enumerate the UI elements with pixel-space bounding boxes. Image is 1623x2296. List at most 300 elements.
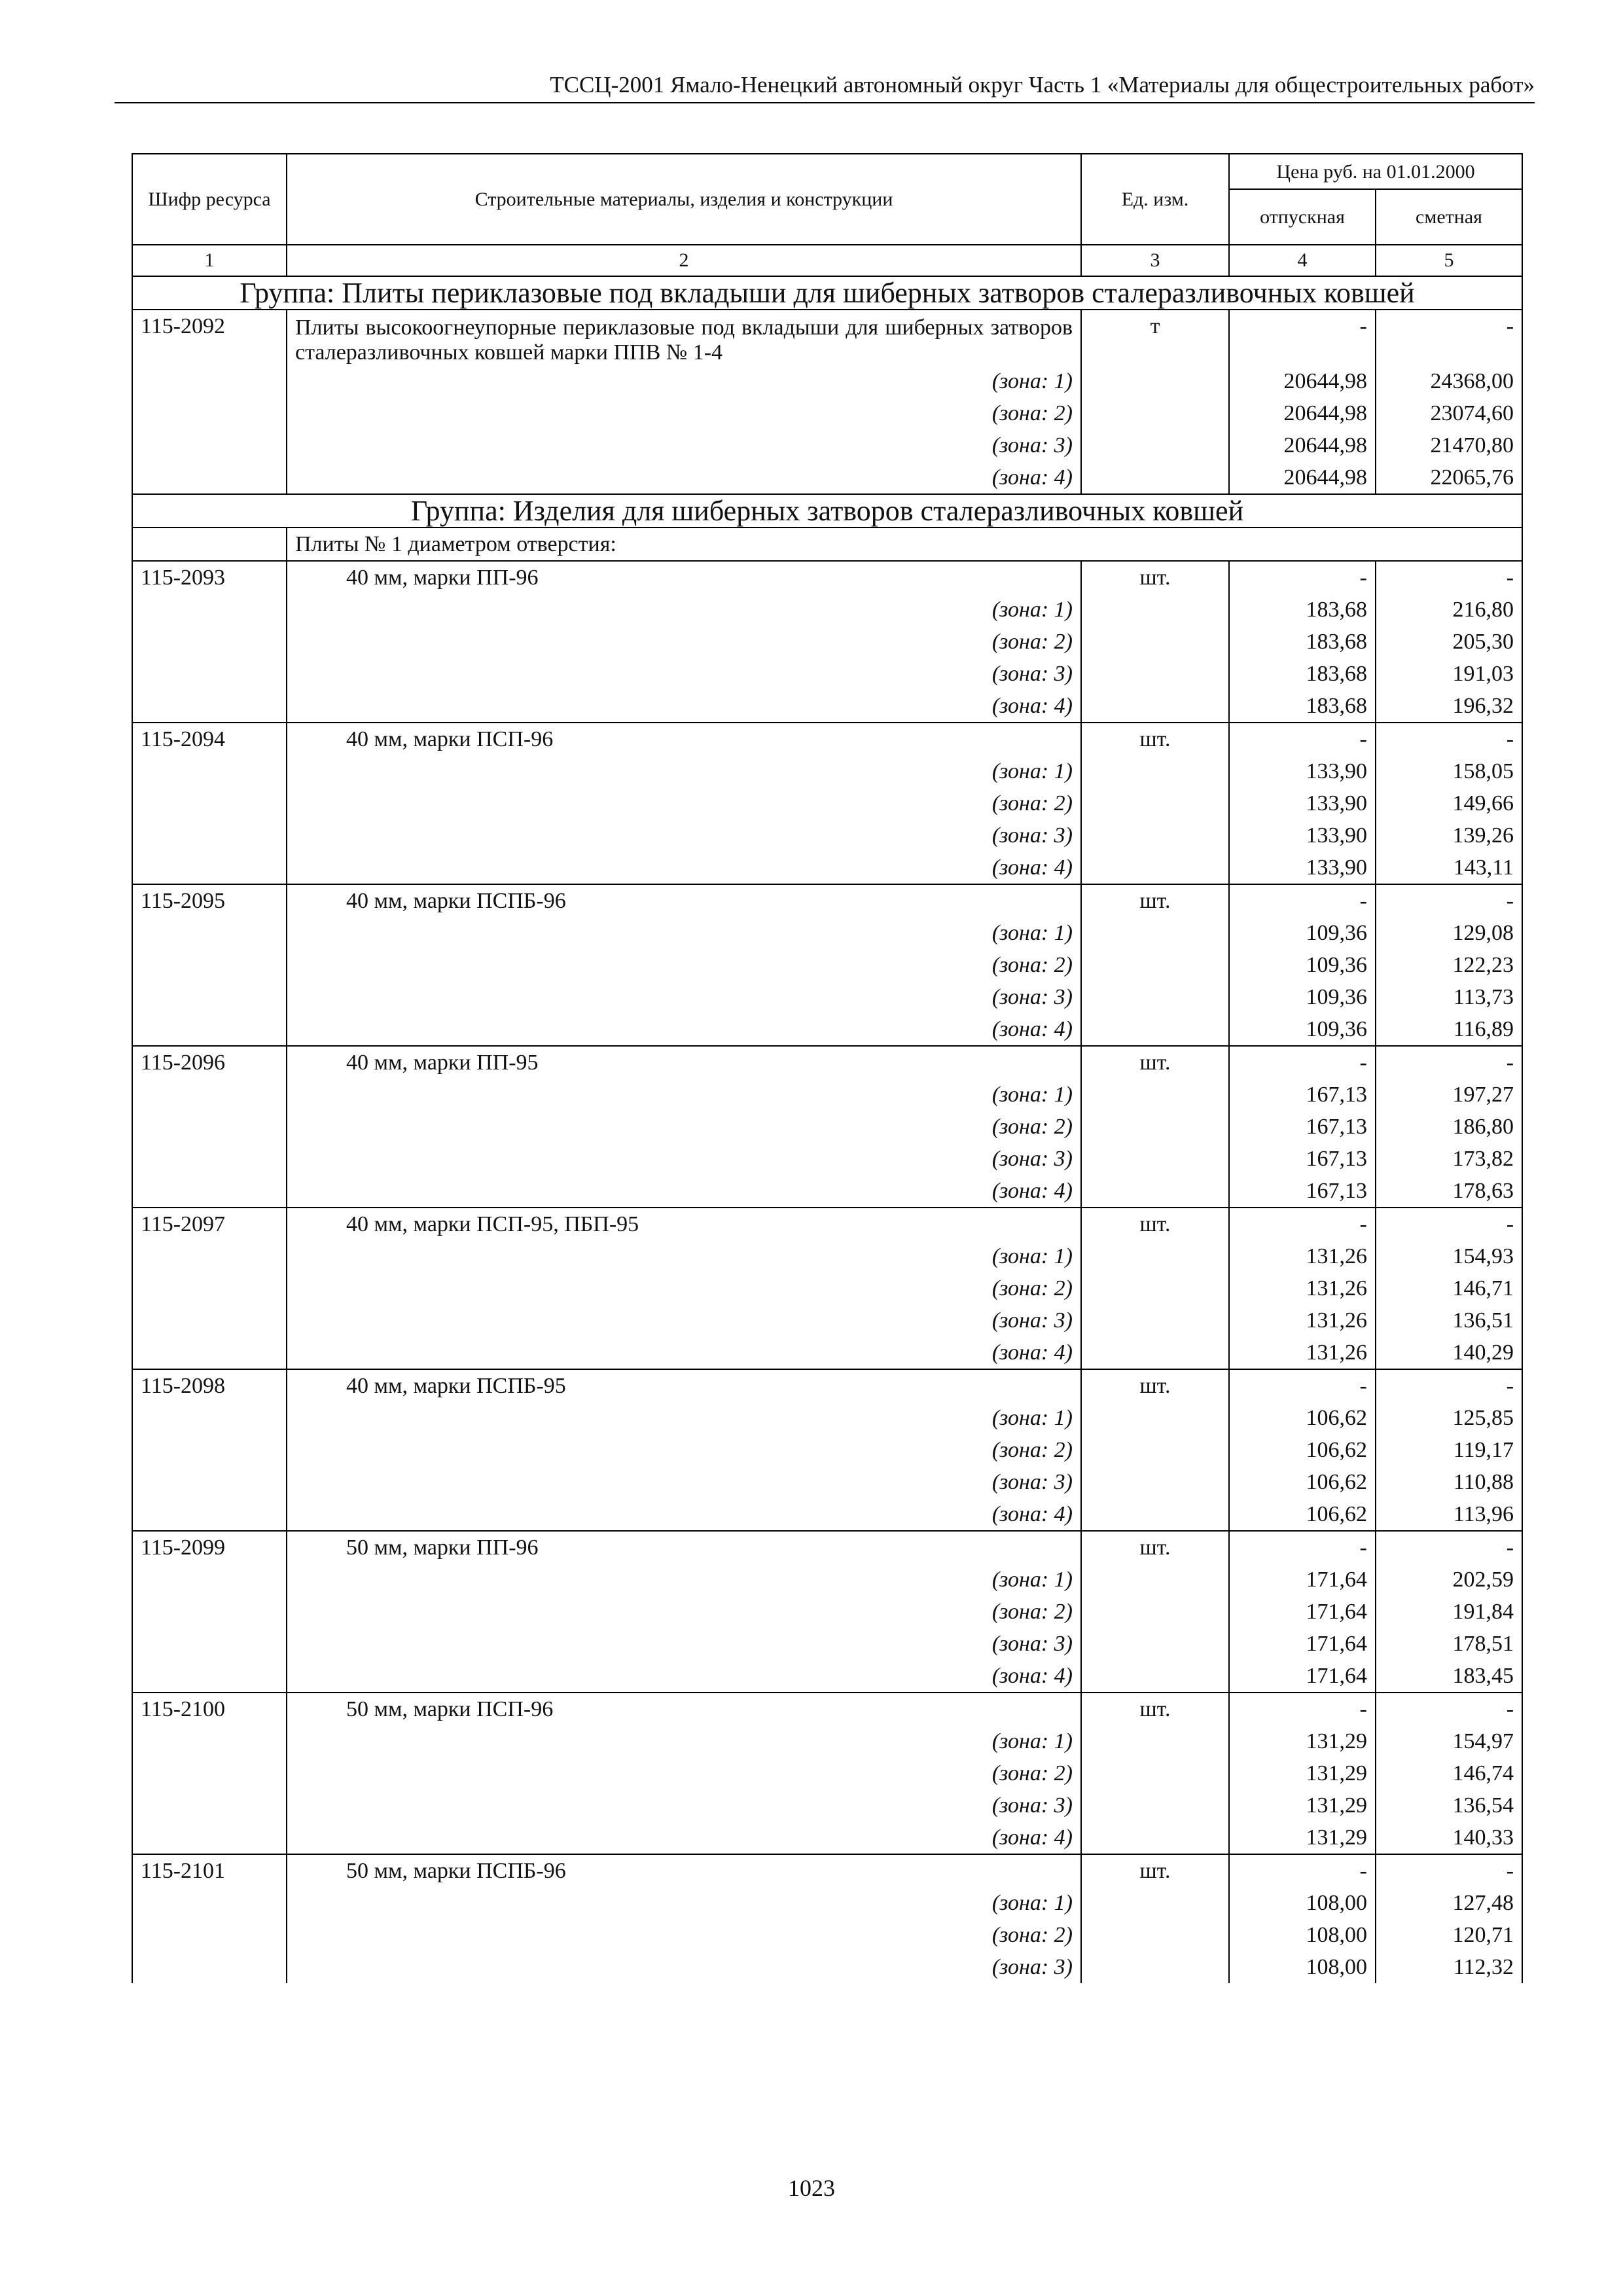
- unit-of-measure: шт.: [1081, 884, 1229, 917]
- estimate-price: 119,17: [1376, 1434, 1522, 1466]
- release-price: 106,62: [1229, 1498, 1376, 1531]
- zone-row: [132, 1660, 1522, 1693]
- resource-code-empty: [132, 1498, 287, 1531]
- zone-label: (зона: 2): [287, 787, 1081, 819]
- zone-row: [132, 461, 1522, 494]
- item-row: [132, 1369, 1522, 1402]
- zone-row: [132, 1725, 1522, 1757]
- release-price: 109,36: [1229, 1013, 1376, 1046]
- zone-label: (зона: 4): [287, 1660, 1081, 1693]
- zone-label: (зона: 1): [287, 365, 1081, 397]
- resource-code-empty: [132, 1725, 287, 1757]
- estimate-price: 21470,80: [1376, 429, 1522, 461]
- estimate-price: 23074,60: [1376, 397, 1522, 429]
- resource-code-empty: [132, 949, 287, 981]
- resource-code: 115-2101: [132, 1854, 287, 1887]
- resource-code-empty: [132, 1757, 287, 1789]
- zone-label: (зона: 4): [287, 1175, 1081, 1208]
- unit-empty: [1081, 1143, 1229, 1175]
- group-row: [132, 494, 1522, 528]
- estimate-price: 140,29: [1376, 1336, 1522, 1369]
- zone-row: [132, 819, 1522, 852]
- zone-row: [132, 626, 1522, 658]
- group-title: Группа: Изделия для шиберных затворов сталеразливочных ковшей: [132, 494, 1522, 528]
- estimate-price: 122,23: [1376, 949, 1522, 981]
- release-price: 171,64: [1229, 1564, 1376, 1596]
- zone-label: (зона: 3): [287, 981, 1081, 1013]
- resource-code-empty: [132, 1240, 287, 1272]
- column-number: 4: [1229, 245, 1376, 276]
- unit-empty: [1081, 1951, 1229, 1983]
- resource-code: 115-2096: [132, 1046, 287, 1079]
- resource-code-empty: [132, 1111, 287, 1143]
- estimate-price: 197,27: [1376, 1079, 1522, 1111]
- zone-label: (зона: 3): [287, 1951, 1081, 1983]
- unit-empty: [1081, 690, 1229, 723]
- release-price: 167,13: [1229, 1175, 1376, 1208]
- resource-code-empty: [132, 1628, 287, 1660]
- zone-label: (зона: 3): [287, 1466, 1081, 1498]
- estimate-price: 129,08: [1376, 917, 1522, 949]
- resource-code-empty: [132, 1175, 287, 1208]
- estimate-price: 191,84: [1376, 1596, 1522, 1628]
- release-price: 131,26: [1229, 1336, 1376, 1369]
- zone-label: (зона: 2): [287, 1272, 1081, 1304]
- zone-row: [132, 917, 1522, 949]
- estimate-price: -: [1376, 1046, 1522, 1079]
- unit-empty: [1081, 1434, 1229, 1466]
- zone-row: [132, 1919, 1522, 1951]
- column-number: 1: [132, 245, 287, 276]
- estimate-price: 205,30: [1376, 626, 1522, 658]
- unit-of-measure: шт.: [1081, 1046, 1229, 1079]
- release-price: 20644,98: [1229, 429, 1376, 461]
- release-price: 171,64: [1229, 1628, 1376, 1660]
- release-price: -: [1229, 1046, 1376, 1079]
- unit-empty: [1081, 397, 1229, 429]
- subgroup-row: [132, 528, 1522, 561]
- estimate-price: 178,51: [1376, 1628, 1522, 1660]
- estimate-price: 22065,76: [1376, 461, 1522, 494]
- unit-empty: [1081, 461, 1229, 494]
- release-price: 20644,98: [1229, 397, 1376, 429]
- estimate-price: 24368,00: [1376, 365, 1522, 397]
- subgroup-spacer: [132, 528, 287, 561]
- release-price: -: [1229, 310, 1376, 365]
- estimate-price: -: [1376, 1369, 1522, 1402]
- unit-empty: [1081, 1304, 1229, 1336]
- resource-code-empty: [132, 1596, 287, 1628]
- resource-code-empty: [132, 1079, 287, 1111]
- material-name: 40 мм, марки ПСПБ-95: [287, 1369, 1081, 1402]
- release-price: 131,29: [1229, 1821, 1376, 1854]
- group-row: [132, 276, 1522, 310]
- resource-code-empty: [132, 397, 287, 429]
- column-header-code: Шифр ресурса: [132, 154, 287, 245]
- zone-label: (зона: 2): [287, 397, 1081, 429]
- item-row: [132, 561, 1522, 594]
- resource-code-empty: [132, 1564, 287, 1596]
- price-table: [132, 153, 1523, 1983]
- unit-empty: [1081, 787, 1229, 819]
- zone-row: [132, 852, 1522, 884]
- release-price: 133,90: [1229, 755, 1376, 787]
- unit-empty: [1081, 1240, 1229, 1272]
- column-header-unit: Ед. изм.: [1081, 154, 1229, 245]
- estimate-price: 116,89: [1376, 1013, 1522, 1046]
- release-price: 131,29: [1229, 1757, 1376, 1789]
- zone-row: [132, 1175, 1522, 1208]
- estimate-price: 173,82: [1376, 1143, 1522, 1175]
- unit-empty: [1081, 755, 1229, 787]
- zone-row: [132, 594, 1522, 626]
- unit-empty: [1081, 1402, 1229, 1434]
- zone-label: (зона: 1): [287, 1240, 1081, 1272]
- zone-label: (зона: 3): [287, 429, 1081, 461]
- release-price: 108,00: [1229, 1919, 1376, 1951]
- zone-label: (зона: 3): [287, 1789, 1081, 1821]
- resource-code-empty: [132, 1821, 287, 1854]
- zone-label: (зона: 4): [287, 1013, 1081, 1046]
- estimate-price: 202,59: [1376, 1564, 1522, 1596]
- zone-row: [132, 1304, 1522, 1336]
- release-price: 171,64: [1229, 1596, 1376, 1628]
- estimate-price: 154,93: [1376, 1240, 1522, 1272]
- zone-label: (зона: 4): [287, 461, 1081, 494]
- subgroup-title: Плиты № 1 диаметром отверстия:: [287, 528, 1522, 561]
- release-price: 131,26: [1229, 1272, 1376, 1304]
- resource-code: 115-2095: [132, 884, 287, 917]
- zone-row: [132, 1821, 1522, 1854]
- resource-code-empty: [132, 1660, 287, 1693]
- estimate-price: 136,54: [1376, 1789, 1522, 1821]
- zone-row: [132, 1498, 1522, 1531]
- release-price: 109,36: [1229, 981, 1376, 1013]
- zone-row: [132, 1336, 1522, 1369]
- release-price: 20644,98: [1229, 365, 1376, 397]
- estimate-price: 186,80: [1376, 1111, 1522, 1143]
- zone-row: [132, 1079, 1522, 1111]
- zone-row: [132, 1596, 1522, 1628]
- resource-code-empty: [132, 1789, 287, 1821]
- estimate-price: 149,66: [1376, 787, 1522, 819]
- unit-of-measure: т: [1081, 310, 1229, 365]
- estimate-price: -: [1376, 1208, 1522, 1240]
- unit-empty: [1081, 1175, 1229, 1208]
- item-row: [132, 1854, 1522, 1887]
- estimate-price: -: [1376, 1854, 1522, 1887]
- release-price: 167,13: [1229, 1079, 1376, 1111]
- resource-code-empty: [132, 1402, 287, 1434]
- unit-of-measure: шт.: [1081, 723, 1229, 755]
- estimate-price: 125,85: [1376, 1402, 1522, 1434]
- material-name: 50 мм, марки ПСПБ-96: [287, 1854, 1081, 1887]
- resource-code-empty: [132, 658, 287, 690]
- estimate-price: 191,03: [1376, 658, 1522, 690]
- release-price: 131,29: [1229, 1725, 1376, 1757]
- material-name: 40 мм, марки ПП-96: [287, 561, 1081, 594]
- release-price: 109,36: [1229, 949, 1376, 981]
- release-price: 167,13: [1229, 1111, 1376, 1143]
- zone-label: (зона: 2): [287, 949, 1081, 981]
- unit-empty: [1081, 365, 1229, 397]
- zone-label: (зона: 3): [287, 819, 1081, 852]
- unit-empty: [1081, 429, 1229, 461]
- item-row: [132, 1531, 1522, 1564]
- release-price: -: [1229, 884, 1376, 917]
- unit-empty: [1081, 1466, 1229, 1498]
- unit-empty: [1081, 949, 1229, 981]
- resource-code-empty: [132, 819, 287, 852]
- zone-row: [132, 1951, 1522, 1983]
- zone-label: (зона: 2): [287, 1434, 1081, 1466]
- estimate-price: 110,88: [1376, 1466, 1522, 1498]
- unit-empty: [1081, 852, 1229, 884]
- unit-empty: [1081, 1596, 1229, 1628]
- estimate-price: 196,32: [1376, 690, 1522, 723]
- resource-code-empty: [132, 1887, 287, 1919]
- column-header-name: Строительные материалы, изделия и конструкции: [287, 154, 1081, 245]
- resource-code-empty: [132, 1919, 287, 1951]
- unit-of-measure: шт.: [1081, 1369, 1229, 1402]
- estimate-price: -: [1376, 310, 1522, 365]
- resource-code-empty: [132, 594, 287, 626]
- unit-empty: [1081, 594, 1229, 626]
- release-price: 109,36: [1229, 917, 1376, 949]
- unit-empty: [1081, 1725, 1229, 1757]
- item-row: [132, 1208, 1522, 1240]
- unit-empty: [1081, 1336, 1229, 1369]
- item-row: [132, 723, 1522, 755]
- release-price: -: [1229, 1208, 1376, 1240]
- estimate-price: -: [1376, 561, 1522, 594]
- release-price: -: [1229, 561, 1376, 594]
- zone-label: (зона: 2): [287, 1111, 1081, 1143]
- estimate-price: 136,51: [1376, 1304, 1522, 1336]
- column-number-row: [132, 245, 1522, 276]
- zone-label: (зона: 3): [287, 1628, 1081, 1660]
- unit-empty: [1081, 1079, 1229, 1111]
- unit-of-measure: шт.: [1081, 1854, 1229, 1887]
- zone-row: [132, 1013, 1522, 1046]
- zone-row: [132, 1111, 1522, 1143]
- zone-row: [132, 1434, 1522, 1466]
- zone-label: (зона: 2): [287, 1919, 1081, 1951]
- item-row: [132, 1046, 1522, 1079]
- unit-empty: [1081, 981, 1229, 1013]
- zone-label: (зона: 4): [287, 1821, 1081, 1854]
- zone-row: [132, 1757, 1522, 1789]
- unit-empty: [1081, 1821, 1229, 1854]
- release-price: -: [1229, 1854, 1376, 1887]
- zone-row: [132, 1272, 1522, 1304]
- material-name: 50 мм, марки ПП-96: [287, 1531, 1081, 1564]
- estimate-price: 183,45: [1376, 1660, 1522, 1693]
- table-body: [132, 276, 1522, 1983]
- zone-row: [132, 1402, 1522, 1434]
- item-row: [132, 1693, 1522, 1725]
- zone-row: [132, 365, 1522, 397]
- estimate-price: 112,32: [1376, 1951, 1522, 1983]
- release-price: 131,29: [1229, 1789, 1376, 1821]
- zone-label: (зона: 1): [287, 1402, 1081, 1434]
- estimate-price: -: [1376, 884, 1522, 917]
- zone-label: (зона: 4): [287, 1336, 1081, 1369]
- release-price: 183,68: [1229, 658, 1376, 690]
- zone-row: [132, 1143, 1522, 1175]
- release-price: 167,13: [1229, 1143, 1376, 1175]
- release-price: 183,68: [1229, 626, 1376, 658]
- estimate-price: 120,71: [1376, 1919, 1522, 1951]
- resource-code-empty: [132, 1143, 287, 1175]
- zone-label: (зона: 3): [287, 658, 1081, 690]
- zone-row: [132, 787, 1522, 819]
- estimate-price: 178,63: [1376, 1175, 1522, 1208]
- release-price: 131,26: [1229, 1240, 1376, 1272]
- zone-row: [132, 658, 1522, 690]
- estimate-price: -: [1376, 1693, 1522, 1725]
- zone-label: (зона: 1): [287, 1887, 1081, 1919]
- unit-empty: [1081, 1564, 1229, 1596]
- release-price: -: [1229, 1369, 1376, 1402]
- zone-label: (зона: 2): [287, 1596, 1081, 1628]
- unit-empty: [1081, 1919, 1229, 1951]
- resource-code: 115-2094: [132, 723, 287, 755]
- unit-empty: [1081, 658, 1229, 690]
- resource-code-empty: [132, 1951, 287, 1983]
- estimate-price: 146,71: [1376, 1272, 1522, 1304]
- zone-label: (зона: 1): [287, 594, 1081, 626]
- unit-empty: [1081, 1789, 1229, 1821]
- resource-code-empty: [132, 787, 287, 819]
- resource-code-empty: [132, 461, 287, 494]
- resource-code: 115-2097: [132, 1208, 287, 1240]
- material-name: 40 мм, марки ПП-95: [287, 1046, 1081, 1079]
- resource-code-empty: [132, 690, 287, 723]
- resource-code-empty: [132, 981, 287, 1013]
- release-price: 183,68: [1229, 690, 1376, 723]
- estimate-price: 140,33: [1376, 1821, 1522, 1854]
- resource-code-empty: [132, 1013, 287, 1046]
- estimate-price: -: [1376, 1531, 1522, 1564]
- zone-row: [132, 755, 1522, 787]
- zone-label: (зона: 4): [287, 690, 1081, 723]
- resource-code-empty: [132, 1434, 287, 1466]
- zone-row: [132, 397, 1522, 429]
- release-price: 183,68: [1229, 594, 1376, 626]
- material-name: 40 мм, марки ПСП-95, ПБП-95: [287, 1208, 1081, 1240]
- release-price: 133,90: [1229, 819, 1376, 852]
- release-price: 131,26: [1229, 1304, 1376, 1336]
- resource-code-empty: [132, 626, 287, 658]
- resource-code-empty: [132, 365, 287, 397]
- resource-code: 115-2098: [132, 1369, 287, 1402]
- unit-of-measure: шт.: [1081, 561, 1229, 594]
- zone-row: [132, 1887, 1522, 1919]
- release-price: 133,90: [1229, 852, 1376, 884]
- zone-row: [132, 1240, 1522, 1272]
- release-price: -: [1229, 1693, 1376, 1725]
- resource-code-empty: [132, 1272, 287, 1304]
- unit-empty: [1081, 1111, 1229, 1143]
- resource-code-empty: [132, 1304, 287, 1336]
- estimate-price: 139,26: [1376, 819, 1522, 852]
- unit-empty: [1081, 1013, 1229, 1046]
- resource-code-empty: [132, 429, 287, 461]
- release-price: 106,62: [1229, 1434, 1376, 1466]
- unit-of-measure: шт.: [1081, 1208, 1229, 1240]
- resource-code: 115-2100: [132, 1693, 287, 1725]
- resource-code: 115-2092: [132, 310, 287, 365]
- resource-code-empty: [132, 1336, 287, 1369]
- release-price: 108,00: [1229, 1951, 1376, 1983]
- release-price: 20644,98: [1229, 461, 1376, 494]
- column-header-release-price: отпускная: [1229, 189, 1376, 245]
- unit-empty: [1081, 1660, 1229, 1693]
- estimate-price: -: [1376, 723, 1522, 755]
- zone-row: [132, 1466, 1522, 1498]
- unit-empty: [1081, 819, 1229, 852]
- resource-code: 115-2099: [132, 1531, 287, 1564]
- zone-label: (зона: 1): [287, 1564, 1081, 1596]
- release-price: 106,62: [1229, 1466, 1376, 1498]
- resource-code-empty: [132, 852, 287, 884]
- zone-label: (зона: 4): [287, 852, 1081, 884]
- unit-of-measure: шт.: [1081, 1693, 1229, 1725]
- estimate-price: 113,96: [1376, 1498, 1522, 1531]
- estimate-price: 158,05: [1376, 755, 1522, 787]
- release-price: -: [1229, 1531, 1376, 1564]
- zone-row: [132, 1564, 1522, 1596]
- material-name: Плиты высокоогнеупорные периклазовые под вкладыши для шиберных затворов сталеразливочных ковшей марки ППВ № 1-4: [287, 310, 1081, 365]
- unit-empty: [1081, 1887, 1229, 1919]
- zone-row: [132, 1789, 1522, 1821]
- running-header: ТССЦ-2001 Ямало-Ненецкий автономный округ Часть 1 «Материалы для общестроительных работ»: [115, 72, 1535, 103]
- resource-code-empty: [132, 755, 287, 787]
- zone-row: [132, 949, 1522, 981]
- resource-code-empty: [132, 1466, 287, 1498]
- material-name: 40 мм, марки ПСПБ-96: [287, 884, 1081, 917]
- column-number: 2: [287, 245, 1081, 276]
- material-name: 50 мм, марки ПСП-96: [287, 1693, 1081, 1725]
- unit-empty: [1081, 626, 1229, 658]
- column-number: 5: [1376, 245, 1522, 276]
- estimate-price: 154,97: [1376, 1725, 1522, 1757]
- unit-of-measure: шт.: [1081, 1531, 1229, 1564]
- group-title: Группа: Плиты периклазовые под вкладыши для шиберных затворов сталеразливочных ковшей: [132, 276, 1522, 310]
- release-price: 171,64: [1229, 1660, 1376, 1693]
- release-price: 106,62: [1229, 1402, 1376, 1434]
- zone-label: (зона: 2): [287, 626, 1081, 658]
- material-name: 40 мм, марки ПСП-96: [287, 723, 1081, 755]
- zone-label: (зона: 4): [287, 1498, 1081, 1531]
- release-price: 108,00: [1229, 1887, 1376, 1919]
- release-price: -: [1229, 723, 1376, 755]
- resource-code: 115-2093: [132, 561, 287, 594]
- unit-empty: [1081, 1628, 1229, 1660]
- estimate-price: 113,73: [1376, 981, 1522, 1013]
- column-header-estimate-price: сметная: [1376, 189, 1522, 245]
- unit-empty: [1081, 1272, 1229, 1304]
- zone-label: (зона: 1): [287, 1079, 1081, 1111]
- zone-label: (зона: 1): [287, 1725, 1081, 1757]
- estimate-price: 146,74: [1376, 1757, 1522, 1789]
- zone-row: [132, 981, 1522, 1013]
- zone-label: (зона: 3): [287, 1143, 1081, 1175]
- zone-label: (зона: 1): [287, 917, 1081, 949]
- column-number: 3: [1081, 245, 1229, 276]
- item-row: [132, 310, 1522, 365]
